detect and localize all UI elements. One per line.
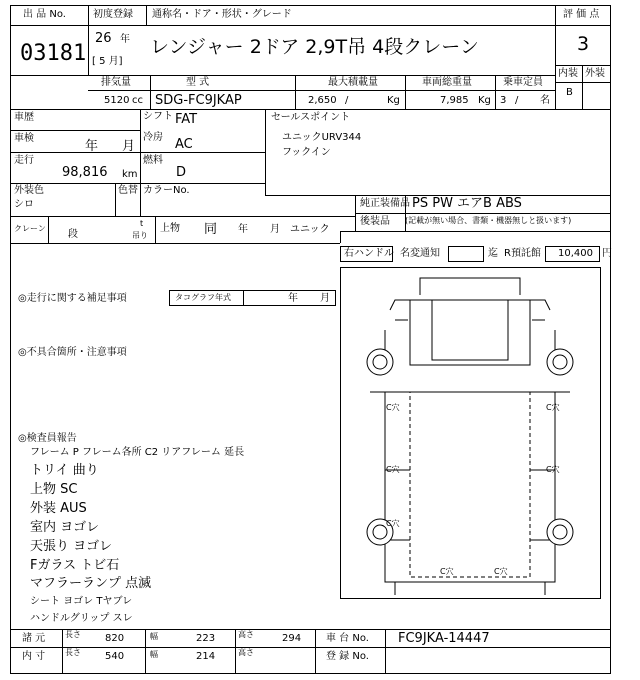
- length-value: 820: [105, 633, 125, 644]
- color-no-label: カラーNo.: [143, 185, 190, 196]
- mileage-label: 走行: [14, 155, 34, 166]
- inspection-label: 車検: [14, 133, 34, 144]
- model: SDG-FC9JKAP: [155, 93, 242, 108]
- max-load: 2,650: [308, 95, 337, 106]
- interior-grade: B: [566, 87, 573, 98]
- inspector-item: 外装 AUS: [30, 501, 87, 516]
- inner-length-value: 540: [105, 651, 125, 662]
- diagram-mark: C穴: [546, 403, 560, 412]
- gross-weight-label: 車両総重量: [422, 77, 472, 88]
- max-load-sep: /: [345, 95, 349, 106]
- name-change-sep: 迄: [488, 248, 498, 259]
- dims-label: 諸 元: [22, 633, 46, 644]
- inspection-month-unit: 月: [122, 139, 136, 154]
- upper-body-label: 上物: [160, 223, 180, 234]
- upper-body-year-unit: 年: [238, 224, 248, 235]
- shift-value: FAT: [175, 112, 198, 127]
- mileage-value: 98,816: [62, 165, 108, 180]
- history-label: 車歴: [14, 112, 34, 123]
- upper-body-maker: ユニック: [290, 224, 330, 235]
- inspector-item: 天張り ヨゴレ: [30, 539, 113, 554]
- inspector-item: ハンドルグリップ スレ: [30, 613, 133, 624]
- registration-label: 登 録 No.: [326, 651, 369, 662]
- inner-length-label: 長さ: [65, 648, 81, 657]
- displacement-unit: cc: [132, 95, 143, 106]
- crane-lift-unit: 吊り: [132, 231, 148, 240]
- name-change-label: 名変通知: [400, 248, 440, 259]
- diagram-mark: C穴: [386, 403, 400, 412]
- length-label: 長さ: [65, 630, 81, 639]
- inner-width-value: 214: [196, 651, 216, 662]
- gross-weight-unit: Kg: [478, 95, 491, 106]
- max-load-label: 最大積載量: [328, 77, 378, 88]
- capacity-label: 乗車定員: [503, 77, 543, 88]
- name-label: 通称名・ドア・形状・グレード: [152, 9, 292, 20]
- chassis-label: 車 台 No.: [326, 633, 369, 644]
- driving-notes-label: ◎走行に関する補足事項: [18, 293, 127, 304]
- tacho-year-unit: 年: [288, 293, 298, 304]
- exterior-color-label: 外装色: [14, 185, 44, 196]
- inspector-item: Fガラス トビ石: [30, 558, 120, 573]
- model-label: 型 式: [186, 77, 210, 88]
- crane-label: クレーン: [14, 224, 46, 233]
- height-value: 294: [282, 633, 302, 644]
- first-reg-label: 初度登録: [93, 9, 133, 20]
- tacho-label: タコグラフ年式: [175, 293, 231, 302]
- displacement-label: 排気量: [101, 77, 131, 88]
- sales-point-2: フックイン: [282, 147, 331, 158]
- rhd-badge: 右ハンドル: [344, 248, 394, 259]
- lot-label: 出 品 No.: [23, 9, 66, 20]
- width-value: 223: [196, 633, 216, 644]
- aftermarket-note: (記載が無い場合、書類・機器無しと扱います): [405, 216, 572, 225]
- capacity-unit: 名: [540, 95, 550, 106]
- reg-year-unit: 年: [120, 34, 130, 45]
- defects-label: ◎不具合箇所・注意事項: [18, 347, 127, 358]
- sales-point-1: ユニックURV344: [282, 132, 362, 143]
- width-label: 幅: [150, 632, 158, 641]
- diagram-mark: C穴: [386, 465, 400, 474]
- inspector-item: フレーム P フレーム各所 C2 リアフレーム 延長: [30, 447, 245, 458]
- fuel-value: D: [176, 165, 187, 180]
- diagram-mark: C穴: [546, 465, 560, 474]
- lot-number: 03181: [20, 41, 87, 66]
- exterior-label: 外装: [585, 68, 605, 79]
- inner-height-label: 高さ: [238, 648, 254, 657]
- gross-weight: 7,985: [440, 95, 469, 106]
- crane-ton-unit: t: [140, 219, 144, 228]
- reg-month: [ 5 月]: [92, 56, 123, 67]
- capacity-sep: /: [515, 95, 519, 106]
- aftermarket-label: 後装品: [360, 216, 390, 227]
- vehicle-name: レンジャー 2ドア 2,9T吊 4段クレーン: [150, 36, 479, 58]
- diagram-mark: C穴: [494, 567, 508, 576]
- mileage-unit: km: [122, 169, 138, 180]
- displacement: 5120: [104, 95, 130, 106]
- recycle-value: 10,400: [558, 248, 593, 259]
- diagram-mark: C穴: [386, 519, 400, 528]
- shift-label: シフト: [143, 111, 173, 122]
- inspector-item: シート ヨゴレ Tヤブレ: [30, 596, 133, 607]
- crane-stage-unit: 段: [68, 229, 78, 240]
- sales-point-label: セールスポイント: [271, 112, 351, 123]
- exterior-color: シロ: [14, 199, 34, 210]
- color-change-label: 色替: [118, 185, 138, 196]
- ac-label: 冷房: [143, 132, 163, 143]
- upper-body-same: 同: [204, 222, 218, 237]
- inner-dims-label: 内 寸: [22, 651, 46, 662]
- factory-equipment: PS PW エアB ABS: [412, 196, 522, 211]
- upper-body-month-unit: 月: [270, 224, 280, 235]
- capacity: 3: [500, 95, 507, 106]
- height-label: 高さ: [238, 630, 254, 639]
- reg-year: 26: [95, 31, 112, 46]
- ac-value: AC: [175, 137, 193, 152]
- inspector-item: マフラーランプ 点滅: [30, 576, 152, 591]
- inspector-item: トリイ 曲り: [30, 463, 99, 478]
- chassis-number: FC9JKA-14447: [398, 631, 490, 646]
- inspector-item: 室内 ヨゴレ: [30, 520, 100, 535]
- grade-label: 評 価 点: [563, 9, 600, 20]
- fuel-label: 燃料: [143, 155, 163, 166]
- factory-equipment-label: 純正装備品: [360, 198, 410, 209]
- recycle-label: R預託館: [504, 248, 541, 259]
- max-load-unit: Kg: [387, 95, 400, 106]
- inspector-item: 上物 SC: [30, 482, 78, 497]
- tacho-month-unit: 月: [320, 293, 330, 304]
- inspection-year-unit: 年: [85, 139, 99, 154]
- interior-label: 内装: [558, 68, 578, 79]
- score: 3: [577, 33, 590, 55]
- inner-width-label: 幅: [150, 650, 158, 659]
- recycle-unit: 円: [602, 248, 612, 259]
- diagram-mark: C穴: [440, 567, 454, 576]
- inspector-report-label: ◎検査員報告: [18, 433, 77, 444]
